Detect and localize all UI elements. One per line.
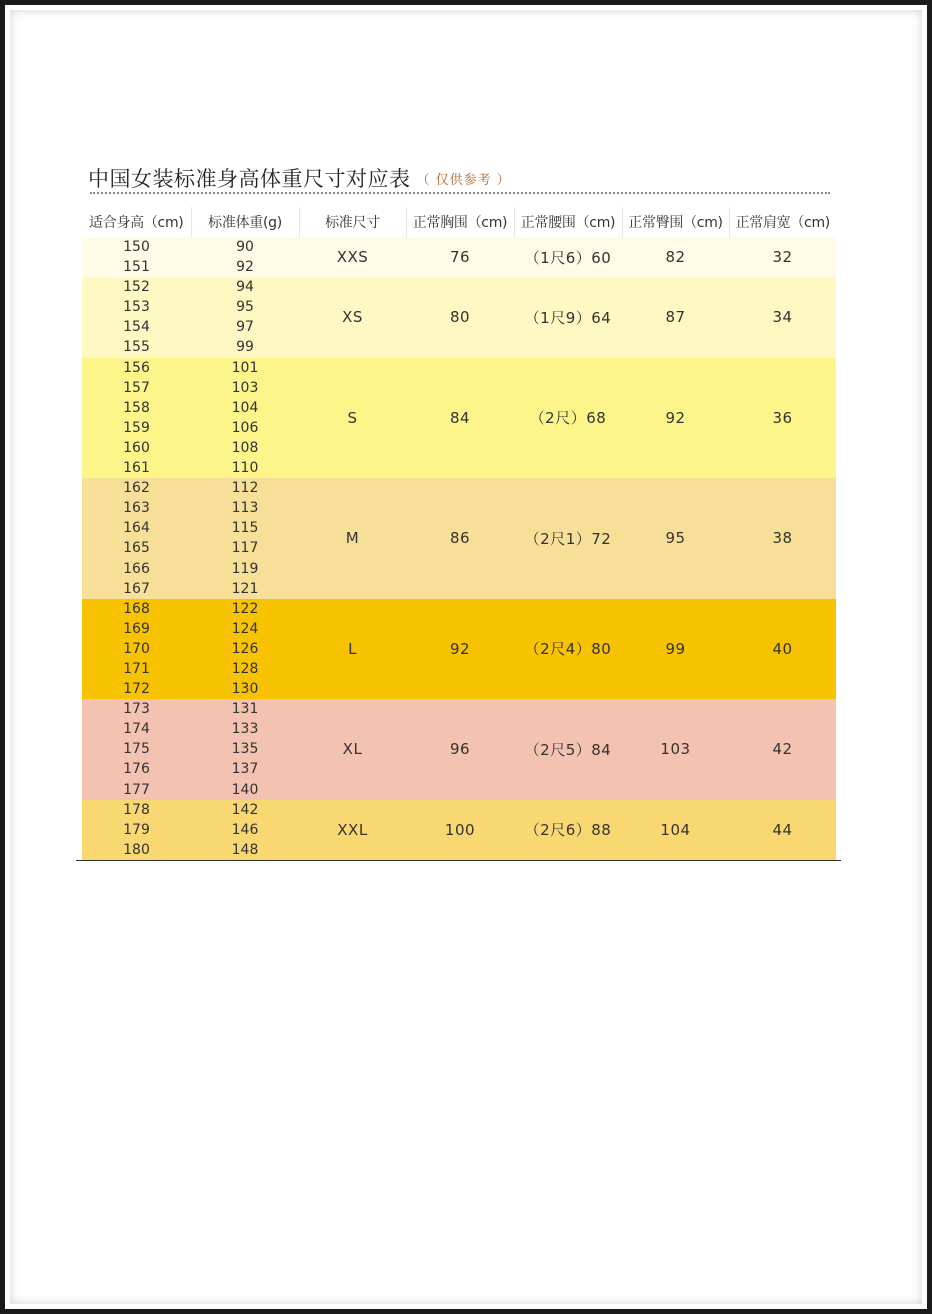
weight-cell — [191, 699, 299, 799]
weight-cell-value: 110 — [231, 460, 259, 477]
size-cell: XXL — [299, 800, 406, 860]
weight-cell-value: 126 — [231, 640, 259, 657]
weight-cell-value: 112 — [231, 480, 259, 497]
height-cell — [82, 699, 191, 799]
height-cell-value: 162 — [123, 480, 150, 497]
hip-cell: 99 — [622, 599, 729, 699]
weight-cell-value: 106 — [231, 419, 259, 436]
size-cell: M — [299, 478, 406, 599]
weight-cell-value: 97 — [236, 319, 254, 336]
weight-cell-value: 99 — [236, 339, 254, 356]
title-row — [88, 164, 832, 194]
table-bottom-rule — [76, 860, 841, 861]
weight-cell — [191, 478, 299, 599]
height-cell-value: 164 — [123, 520, 150, 537]
header-chest: 正常胸围（cm) — [406, 207, 514, 237]
hip-cell: 82 — [622, 237, 729, 277]
header-height: 适合身高（cm) — [82, 207, 191, 237]
weight-cell-value: 124 — [231, 620, 259, 637]
size-cell: XL — [299, 699, 406, 799]
size-cell: XS — [299, 277, 406, 357]
hip-cell: 92 — [622, 358, 729, 479]
chest-cell: 76 — [406, 237, 514, 277]
height-cell-value: 167 — [123, 580, 150, 597]
height-cell-value: 169 — [123, 620, 150, 637]
header-shoulder: 正常肩宽（cm) — [729, 207, 836, 237]
shoulder-cell: 36 — [729, 358, 836, 479]
height-cell-value: 176 — [123, 761, 150, 778]
height-cell-value: 180 — [123, 841, 150, 858]
waist-cell: （2尺）68 — [514, 358, 622, 479]
height-cell-value: 155 — [123, 339, 150, 356]
height-cell-value: 173 — [123, 701, 150, 718]
chest-cell: 96 — [406, 699, 514, 799]
size-group-row — [82, 699, 836, 799]
header-size: 标准尺寸 — [299, 207, 406, 237]
height-cell-value: 163 — [123, 500, 150, 517]
shoulder-cell: 40 — [729, 599, 836, 699]
weight-cell-value: 128 — [231, 660, 259, 677]
height-cell — [82, 599, 191, 699]
height-cell — [82, 800, 191, 860]
height-cell-value: 171 — [123, 660, 150, 677]
size-group-row — [82, 800, 836, 860]
weight-cell-value: 122 — [231, 600, 259, 617]
hip-cell: 103 — [622, 699, 729, 799]
height-cell-value: 175 — [123, 741, 150, 758]
height-cell-value: 150 — [123, 239, 150, 255]
weight-cell — [191, 358, 299, 479]
height-cell-value: 168 — [123, 600, 150, 617]
shoulder-cell: 44 — [729, 800, 836, 860]
weight-cell-value: 95 — [236, 299, 254, 316]
weight-cell — [191, 277, 299, 357]
weight-cell-value: 142 — [231, 801, 259, 818]
size-group-row — [82, 358, 836, 479]
weight-cell-value: 137 — [231, 761, 259, 778]
height-cell-value: 172 — [123, 681, 150, 698]
height-cell-value: 152 — [123, 279, 150, 296]
hip-cell: 104 — [622, 800, 729, 860]
weight-cell-value: 101 — [231, 359, 259, 376]
weight-cell-value: 103 — [231, 379, 259, 396]
header-waist: 正常腰围（cm) — [514, 207, 622, 237]
height-cell-value: 170 — [123, 640, 150, 657]
weight-cell-value: 94 — [236, 279, 254, 296]
page-title: 中国女装标准身高体重尺寸对应表 — [88, 167, 411, 191]
size-group-row — [82, 478, 836, 599]
height-cell-value: 165 — [123, 540, 150, 557]
height-cell-value: 177 — [123, 781, 150, 798]
weight-cell-value: 133 — [231, 721, 259, 738]
size-cell: S — [299, 358, 406, 479]
header-weight: 标准体重(g) — [191, 207, 299, 237]
waist-cell: （2尺1）72 — [514, 478, 622, 599]
waist-cell: （2尺6）88 — [514, 800, 622, 860]
weight-cell-value: 135 — [231, 741, 259, 758]
chest-cell: 92 — [406, 599, 514, 699]
size-table-header — [82, 207, 836, 237]
shoulder-cell: 42 — [729, 699, 836, 799]
weight-cell-value: 108 — [231, 439, 259, 456]
size-group-row — [82, 277, 836, 357]
height-cell-value: 154 — [123, 319, 150, 336]
weight-cell-value: 90 — [236, 239, 254, 255]
waist-cell: （1尺6）60 — [514, 237, 622, 277]
waist-cell: （1尺9）64 — [514, 277, 622, 357]
weight-cell-value: 140 — [231, 781, 259, 798]
height-cell-value: 166 — [123, 560, 150, 577]
size-table-body — [82, 237, 836, 860]
weight-cell-value: 131 — [231, 701, 259, 718]
height-cell — [82, 277, 191, 357]
size-cell: L — [299, 599, 406, 699]
header-hip: 正常臀围（cm) — [622, 207, 729, 237]
weight-cell-value: 148 — [231, 841, 259, 858]
height-cell-value: 158 — [123, 399, 150, 416]
weight-cell-value: 92 — [236, 259, 254, 276]
weight-cell-value: 115 — [231, 520, 259, 537]
weight-cell — [191, 599, 299, 699]
weight-cell — [191, 237, 299, 277]
hip-cell: 87 — [622, 277, 729, 357]
height-cell-value: 179 — [123, 821, 150, 838]
shoulder-cell: 38 — [729, 478, 836, 599]
chest-cell: 80 — [406, 277, 514, 357]
weight-cell-value: 113 — [231, 500, 259, 517]
waist-cell: （2尺4）80 — [514, 599, 622, 699]
weight-cell-value: 104 — [231, 399, 259, 416]
height-cell-value: 156 — [123, 359, 150, 376]
hip-cell: 95 — [622, 478, 729, 599]
weight-cell-value: 146 — [231, 821, 259, 838]
height-cell-value: 161 — [123, 460, 150, 477]
weight-cell-value: 121 — [231, 580, 259, 597]
height-cell-value: 153 — [123, 299, 150, 316]
height-cell-value: 157 — [123, 379, 150, 396]
height-cell-value: 178 — [123, 801, 150, 818]
size-cell: XXS — [299, 237, 406, 277]
height-cell — [82, 358, 191, 479]
weight-cell-value: 130 — [231, 681, 259, 698]
size-table — [82, 207, 836, 860]
chest-cell: 86 — [406, 478, 514, 599]
shoulder-cell: 34 — [729, 277, 836, 357]
page-subtitle: （ 仅供参考 ） — [416, 173, 511, 188]
height-cell — [82, 478, 191, 599]
chest-cell: 100 — [406, 800, 514, 860]
height-cell-value: 151 — [123, 259, 150, 276]
weight-cell-value: 117 — [231, 540, 259, 557]
dotted-divider — [90, 192, 830, 194]
weight-cell — [191, 800, 299, 860]
size-group-row — [82, 237, 836, 277]
height-cell-value: 160 — [123, 439, 150, 456]
waist-cell: （2尺5）84 — [514, 699, 622, 799]
chest-cell: 84 — [406, 358, 514, 479]
size-group-row — [82, 599, 836, 699]
weight-cell-value: 119 — [231, 560, 259, 577]
height-cell-value: 174 — [123, 721, 150, 738]
height-cell-value: 159 — [123, 419, 150, 436]
height-cell — [82, 237, 191, 277]
shoulder-cell: 32 — [729, 237, 836, 277]
